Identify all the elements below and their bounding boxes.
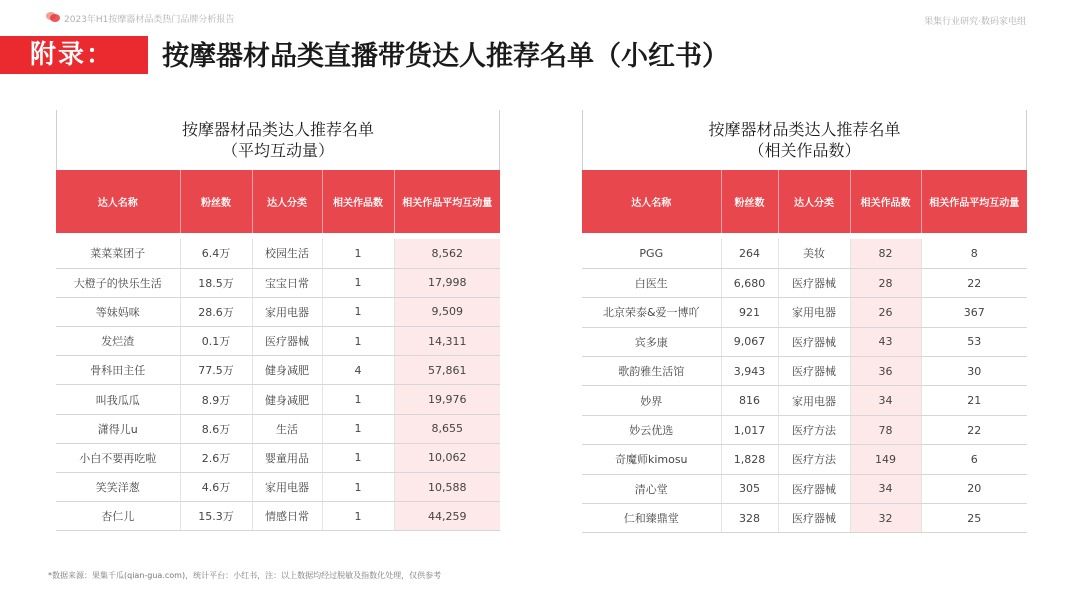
table-row xyxy=(582,327,1027,356)
table-cell: 医疗器械 xyxy=(778,357,850,386)
table-cell: 1,017 xyxy=(721,415,778,444)
table-row xyxy=(56,443,500,472)
table-cell: 57,861 xyxy=(394,356,500,385)
table-cell: 骨科田主任 xyxy=(56,356,180,385)
table-cell: 10,062 xyxy=(394,443,500,472)
column-header: 相关作品数 xyxy=(850,170,921,233)
table-cell: 15.3万 xyxy=(180,502,252,531)
column-header: 粉丝数 xyxy=(180,170,252,233)
table-cell: 医疗方法 xyxy=(778,415,850,444)
appendix-label: 附录： xyxy=(0,36,148,74)
table-cell: 4 xyxy=(322,356,394,385)
table-cell: 生活 xyxy=(252,414,322,443)
table-cell: 78 xyxy=(850,415,921,444)
right-table-title xyxy=(583,110,1026,161)
table-cell: 328 xyxy=(721,504,778,533)
table-row xyxy=(582,504,1027,533)
table-cell: 36 xyxy=(850,357,921,386)
table-cell: 1 xyxy=(322,239,394,268)
column-header: 达人分类 xyxy=(778,170,850,233)
table-cell: 10,588 xyxy=(394,473,500,502)
table-cell: 43 xyxy=(850,327,921,356)
table-cell: 22 xyxy=(921,415,1027,444)
table-cell: 19,976 xyxy=(394,385,500,414)
table-row xyxy=(56,473,500,502)
brand-name: 果集行业研究·数码家电组 xyxy=(924,17,1026,27)
table-cell: 4.6万 xyxy=(180,473,252,502)
table-cell: 杏仁儿 xyxy=(56,502,180,531)
table-cell: 9,067 xyxy=(721,327,778,356)
column-header: 相关作品平均互动量 xyxy=(921,170,1027,233)
table-cell: 6,680 xyxy=(721,268,778,297)
table-cell: 发烂渣 xyxy=(56,327,180,356)
table-cell: 校园生活 xyxy=(252,239,322,268)
table-cell: 14,311 xyxy=(394,327,500,356)
table-cell: 宝宝日常 xyxy=(252,268,322,297)
table-cell: 健身减肥 xyxy=(252,385,322,414)
right-influencer-table xyxy=(582,170,1027,533)
table-cell: 264 xyxy=(721,239,778,268)
right-table-title-line2: （相关作品数） xyxy=(748,141,861,160)
table-cell: 6.4万 xyxy=(180,239,252,268)
table-cell: 34 xyxy=(850,474,921,503)
table-cell: 28 xyxy=(850,268,921,297)
table-cell: 1,828 xyxy=(721,445,778,474)
table-cell: 1 xyxy=(322,268,394,297)
table-cell: 18.5万 xyxy=(180,268,252,297)
table-cell: 9,509 xyxy=(394,297,500,326)
table-cell: 8.6万 xyxy=(180,414,252,443)
brand-logo-icon xyxy=(46,12,60,22)
table-cell: 20 xyxy=(921,474,1027,503)
table-cell: 25 xyxy=(921,504,1027,533)
table-row xyxy=(582,239,1027,268)
table-cell: 2.6万 xyxy=(180,443,252,472)
table-cell: 26 xyxy=(850,298,921,327)
table-cell: 潇得儿u xyxy=(56,414,180,443)
table-cell: 305 xyxy=(721,474,778,503)
table-cell: 等妹妈咪 xyxy=(56,297,180,326)
table-cell: 8,562 xyxy=(394,239,500,268)
table-row xyxy=(582,445,1027,474)
left-table-title-line1: 按摩器材品类达人推荐名单 xyxy=(181,120,374,139)
table-cell: 1 xyxy=(322,473,394,502)
table-row xyxy=(56,502,500,531)
table-cell: 家用电器 xyxy=(778,386,850,415)
table-cell: 367 xyxy=(921,298,1027,327)
table-cell: 28.6万 xyxy=(180,297,252,326)
table-cell: 1 xyxy=(322,443,394,472)
table-cell: 家用电器 xyxy=(252,473,322,502)
table-cell: 小白不要再吃啦 xyxy=(56,443,180,472)
table-cell: 21 xyxy=(921,386,1027,415)
table-cell: 8 xyxy=(921,239,1027,268)
table-cell: 149 xyxy=(850,445,921,474)
table-cell: 医疗器械 xyxy=(778,327,850,356)
table-cell: 健身减肥 xyxy=(252,356,322,385)
table-cell: 妙云优选 xyxy=(582,415,721,444)
table-header-row xyxy=(582,170,1027,233)
table-row xyxy=(56,385,500,414)
left-table-header-box xyxy=(56,110,500,170)
table-row xyxy=(56,239,500,268)
top-bar xyxy=(0,10,1080,28)
right-table-header-box xyxy=(582,110,1027,170)
table-cell: 3,943 xyxy=(721,357,778,386)
table-cell: 1 xyxy=(322,414,394,443)
page-title: 按摩器材品类直播带货达人推荐名单（小红书） xyxy=(162,41,729,72)
table-row xyxy=(582,415,1027,444)
table-header-row xyxy=(56,170,500,233)
left-table-panel xyxy=(56,110,500,531)
table-cell: 30 xyxy=(921,357,1027,386)
table-cell: 1 xyxy=(322,385,394,414)
table-cell: 82 xyxy=(850,239,921,268)
table-cell: 22 xyxy=(921,268,1027,297)
table-cell: 77.5万 xyxy=(180,356,252,385)
table-cell: 816 xyxy=(721,386,778,415)
table-cell: 医疗方法 xyxy=(778,445,850,474)
table-cell: PGG xyxy=(582,239,721,268)
table-cell: 8,655 xyxy=(394,414,500,443)
table-row xyxy=(56,327,500,356)
table-cell: 仁和臻鼎堂 xyxy=(582,504,721,533)
table-cell: 6 xyxy=(921,445,1027,474)
table-row xyxy=(56,268,500,297)
footnote: *数据来源：果集千瓜(qian-gua.com)，统计平台：小红书，注：以上数据均经过脱敏及指数化处理，仅供参考 xyxy=(48,571,442,580)
table-row xyxy=(582,268,1027,297)
table-cell: 家用电器 xyxy=(778,298,850,327)
table-cell: 奇魔师kimosu xyxy=(582,445,721,474)
table-row xyxy=(56,356,500,385)
table-row xyxy=(56,414,500,443)
table-cell: 美妆 xyxy=(778,239,850,268)
table-cell: 家用电器 xyxy=(252,297,322,326)
table-cell: 歌韵雅生活馆 xyxy=(582,357,721,386)
table-row xyxy=(56,297,500,326)
table-cell: 医疗器械 xyxy=(778,268,850,297)
table-cell: 53 xyxy=(921,327,1027,356)
left-table-title-line2: （平均互动量） xyxy=(221,141,334,160)
table-cell: 笑笑洋葱 xyxy=(56,473,180,502)
right-table-panel xyxy=(582,110,1027,533)
column-header: 相关作品平均互动量 xyxy=(394,170,500,233)
table-cell: 白医生 xyxy=(582,268,721,297)
table-cell: 32 xyxy=(850,504,921,533)
table-cell: 1 xyxy=(322,327,394,356)
table-cell: 情感日常 xyxy=(252,502,322,531)
table-row xyxy=(582,357,1027,386)
column-header: 相关作品数 xyxy=(322,170,394,233)
column-header: 达人名称 xyxy=(56,170,180,233)
table-row xyxy=(582,386,1027,415)
table-cell: 妙界 xyxy=(582,386,721,415)
table-cell: 34 xyxy=(850,386,921,415)
table-cell: 医疗器械 xyxy=(778,504,850,533)
table-cell: 大橙子的快乐生活 xyxy=(56,268,180,297)
table-cell: 医疗器械 xyxy=(252,327,322,356)
table-cell: 921 xyxy=(721,298,778,327)
column-header: 达人名称 xyxy=(582,170,721,233)
table-cell: 北京荣泰&爱一博吖 xyxy=(582,298,721,327)
table-cell: 1 xyxy=(322,297,394,326)
table-cell: 8.9万 xyxy=(180,385,252,414)
table-row xyxy=(582,298,1027,327)
table-cell: 清心堂 xyxy=(582,474,721,503)
right-table-title-line1: 按摩器材品类达人推荐名单 xyxy=(708,120,901,139)
table-row xyxy=(582,474,1027,503)
table-cell: 17,998 xyxy=(394,268,500,297)
table-cell: 宾多康 xyxy=(582,327,721,356)
table-cell: 叫我瓜瓜 xyxy=(56,385,180,414)
table-cell: 0.1万 xyxy=(180,327,252,356)
table-cell: 医疗器械 xyxy=(778,474,850,503)
left-influencer-table xyxy=(56,170,500,531)
table-cell: 菜菜菜团子 xyxy=(56,239,180,268)
left-table-title xyxy=(57,110,499,161)
table-cell: 1 xyxy=(322,502,394,531)
report-name: 2023年H1按摩器材品类热门品牌分析报告 xyxy=(64,15,235,25)
table-cell: 婴童用品 xyxy=(252,443,322,472)
table-cell: 44,259 xyxy=(394,502,500,531)
column-header: 粉丝数 xyxy=(721,170,778,233)
column-header: 达人分类 xyxy=(252,170,322,233)
